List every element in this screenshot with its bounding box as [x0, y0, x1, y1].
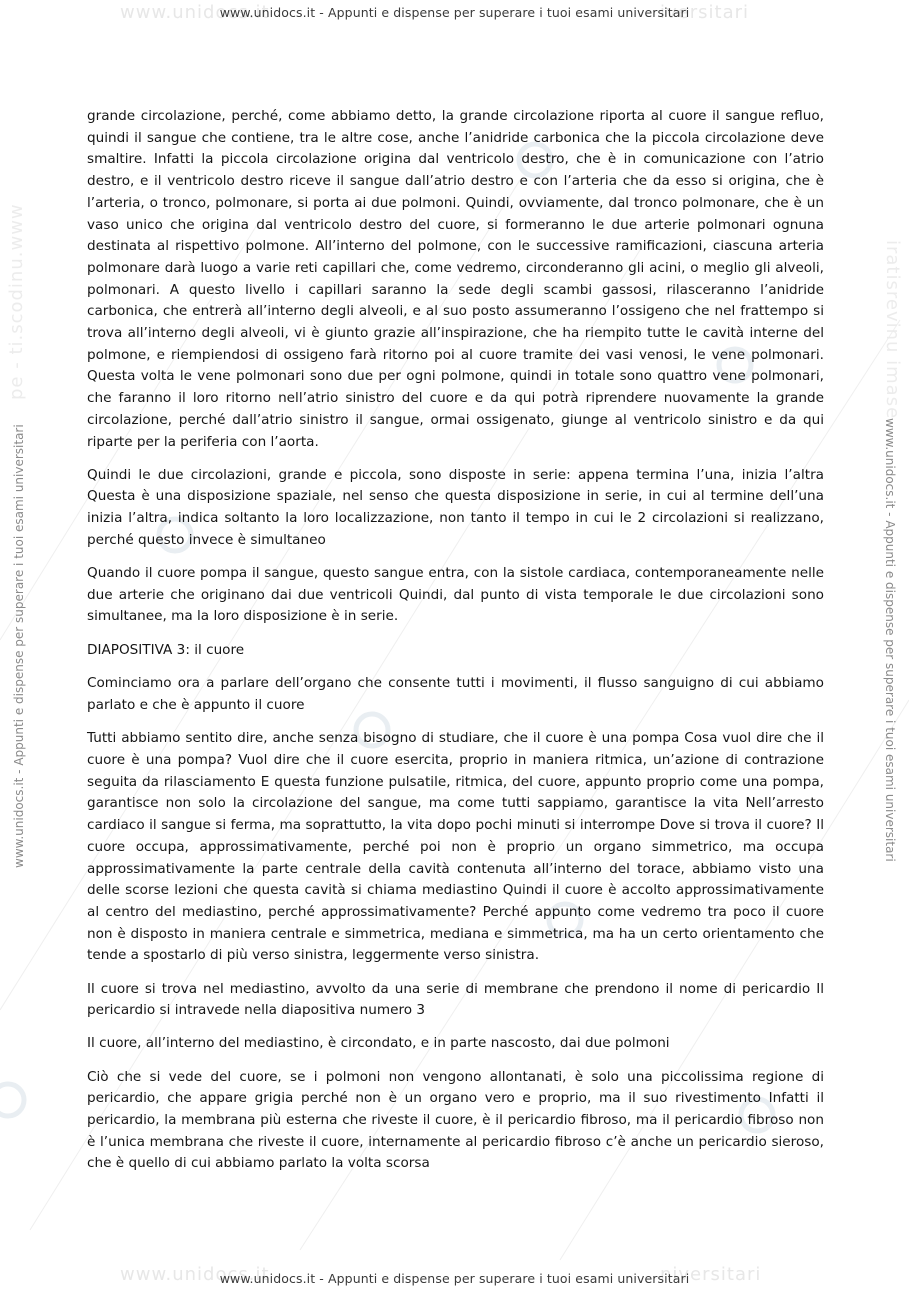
footer-ghost-watermark-right: niversitari: [660, 1264, 762, 1285]
footer-ghost-watermark-left: www.unidocs.it: [120, 1264, 270, 1285]
paragraph: Il cuore, all’interno del mediastino, è circondato, e in parte nascosto, dai due polmoni: [87, 1035, 670, 1052]
slide-heading: DIAPOSITIVA 3: il cuore: [87, 641, 245, 658]
paragraph: Il cuore si trova nel mediastino, avvolto da una serie di membrane che prendono il nome di pericardio Il pericardio si intravede nella diapositiva numero 3: [87, 980, 824, 1019]
header-watermark: www.unidocs.it - Appunti e dispense per superare i tuoi esami universitari: [219, 5, 690, 20]
paragraph: Quando il cuore pompa il sangue, questo sangue entra, con la sistole cardiaca, contemporaneamente nelle due arterie che originano dai due ventricoli Quindi, dal punto di vista temporale le due circolazioni sono simultanee, ma la loro disposizione è in serie.: [87, 565, 824, 625]
right-side-watermark: www.unidocs.it - Appunti e dispense per superare i tuoi esami universitari: [883, 418, 897, 862]
paragraph: Quindi le due circolazioni, grande e piccola, sono disposte in serie: appena termina l’una, inizia l’altra Questa è una disposizione spaziale, nel senso che questa disposizione in serie, in cui al termine dell’una inizia l’altra, indica soltanto la loro localizzazione, non tanto il tempo in cui le 2 circolazioni si realizzano, perché questo invece è simultaneo: [87, 466, 824, 548]
left-side-watermark: www.unidocs.it - Appunti e dispense per superare i tuoi esami universitari: [12, 424, 26, 868]
paragraph: Tutti abbiamo sentito dire, anche senza bisogno di studiare, che il cuore è una pompa Cosa vuol dire che il cuore è una pompa? Vuol dire che il cuore esercita, proprio in maniera ritmica, un’azione di contrazione seguita da rilasciamento E questa funzione pulsatile, ritmica, del cuore, appunto proprio come una pompa, garantisce non solo la circolazione del sangue, ma come tutti sappiamo, garantisce la vita Nell’arresto cardiaco il sangue si ferma, ma soprattutto, la vita dopo pochi minuti si interrompe Dove si trova il cuore? Il cuore occupa, approssimativamente, perché poi non è proprio un organo simmetrico, ma occupa approssimativamente la parte centrale della cavità contenuta all’interno del torace, abbiamo visto una delle scorse lezioni che questa cavità si chiama mediastino Quindi il cuore è accolto approssimativamente al centro del mediastino, perché approssimativamente? Perché appunto come vedremo tra poco il cuore non è disposto in maniera centrale e simmetrica, mediana e simmetrica, ma ha un certo orientamento che tende a spostarlo di più verso sinistra, leggermente verso sinistra.: [87, 730, 824, 964]
right-ghost-watermark: iratisrevinu imase: [882, 240, 903, 420]
paragraph: grande circolazione, perché, come abbiamo detto, la grande circolazione riporta al cuore il sangue refluo, quindi il sangue che contiene, tra le altre cose, anche l’anidride carbonica che la piccola circolazione deve smaltire. Infatti la piccola circolazione origina dal ventricolo destro, che è in comunicazione con l’atrio destro, e il ventricolo destro riceve il sangue dall’atrio destro e con l’arteria che da esso si origina, che è l’arteria, o tronco, polmonare, si porta ai due polmoni. Quindi, ovviamente, dal tronco polmonare, che è un vaso unico che origina dal ventricolo destro del cuore, si formeranno le due arterie polmonari ognuna destinata al rispettivo polmone. All’interno del polmone, con le successive ramificazioni, ciascuna arteria polmonare darà luogo a varie reti capillari che, come vedremo, circonderanno gli acini, o meglio gli alveoli, polmonari. A questo livello i capillari saranno la sede degli scambi gassosi, rilasceranno l’anidride carbonica, che entrerà all’interno degli alveoli, e al suo posto assumeranno l’ossigeno che nel frattempo si trova all’interno degli alveoli, vi è giunto grazie all’inspirazione, che ha riempito tutte le cavità interne del polmone, e riempiendosi di ossigeno farà ritorno poi al cuore tramite dei vasi venosi, le vene polmonari. Questa volta le vene polmonari sono due per ogni polmone, quindi in totale sono quattro vene polmonari, che faranno il loro ritorno nell’atrio sinistro del cuore e da qui potrà riprendere nuovamente la grande circolazione, perché dall’atrio sinistro il sangue, ormai ossigenato, giunge al ventricolo sinistro e da qui riparte per la periferia con l’aorta.: [87, 108, 824, 450]
paragraph: Cominciamo ora a parlare dell’organo che consente tutti i movimenti, il flusso sanguigno di cui abbiamo parlato e che è appunto il cuore: [87, 675, 824, 714]
paragraph: Ciò che si vede del cuore, se i polmoni non vengono allontanati, è solo una piccolissima regione di pericardio, che appare grigia perché non è un organo vero e proprio, ma il suo rivestimento Infatti il pericardio, la membrana più esterna che riveste il cuore, è il pericardio fibroso, ma il pericardio fibroso non è l’unica membrana che riveste il cuore, internamente al pericardio fibroso c’è anche un pericardio sieroso, che è quello di cui abbiamo parlato la volta scorsa: [87, 1068, 824, 1172]
header-ghost-watermark-left: www.unidocs.it: [120, 2, 270, 23]
header-ghost-watermark-right: iversitari: [660, 2, 749, 23]
footer-watermark: www.unidocs.it - Appunti e dispense per superare i tuoi esami universitari: [219, 1271, 690, 1286]
document-body: [87, 106, 824, 1187]
left-ghost-watermark: pe - ti.scodinu.www: [6, 203, 27, 400]
